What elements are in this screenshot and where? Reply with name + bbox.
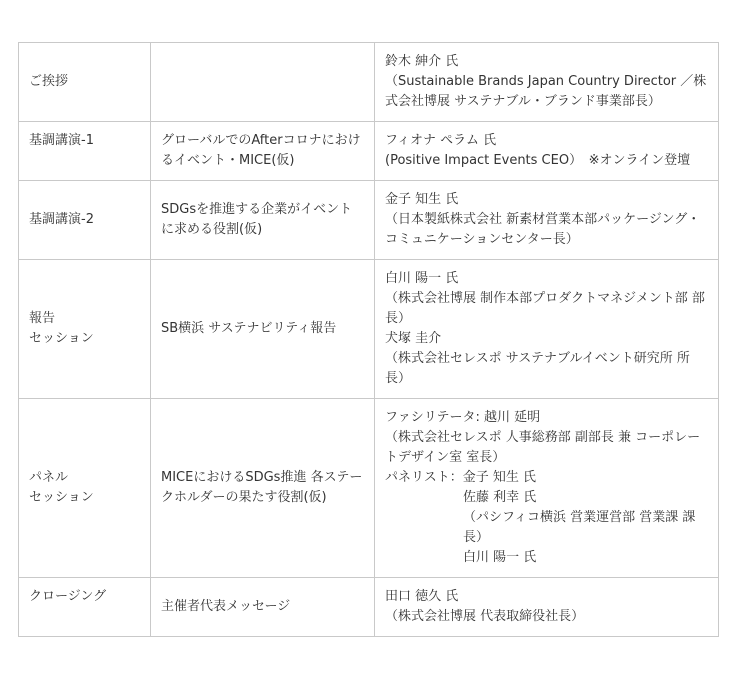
agenda-body	[19, 43, 719, 637]
speaker-cell	[375, 578, 719, 637]
speaker-cell	[375, 260, 719, 399]
speaker-line: パネリスト：金子 知生 氏	[385, 470, 537, 485]
speaker-line: フィオナ ペラム 氏	[385, 133, 497, 148]
agenda-table	[18, 42, 719, 637]
segment-cell	[19, 181, 151, 260]
speaker-line: 佐藤 利幸 氏	[463, 490, 537, 505]
table-row	[19, 43, 719, 122]
speaker-line: 鈴木 紳介 氏	[385, 54, 459, 69]
title-cell	[151, 399, 375, 578]
speaker-line: （株式会社セレスポ 人事総務部 副部長 兼 コーポレートデザイン室 室長）	[385, 430, 701, 465]
segment-label: 報告	[29, 311, 56, 326]
speaker-line: 白川 陽一 氏	[385, 271, 459, 286]
speaker-line: （Sustainable Brands Japan Country Director ／株式会社博展 サステナブル・ブランド事業部長）	[385, 74, 707, 109]
speaker-line: （株式会社セレスポ サステナブルイベント研究所 所長）	[385, 351, 690, 386]
table-row	[19, 181, 719, 260]
segment-label: パネル	[29, 470, 69, 485]
speaker-cell	[375, 181, 719, 260]
table-row	[19, 260, 719, 399]
session-title: 主催者代表メッセージ	[161, 599, 291, 614]
segment-cell	[19, 122, 151, 181]
title-cell	[151, 181, 375, 260]
title-cell	[151, 122, 375, 181]
speaker-line: （株式会社博展 制作本部プロダクトマネジメント部 部長）	[385, 291, 705, 326]
speaker-line: （パシフィコ横浜 営業運営部 営業課 課長）	[463, 510, 696, 545]
table-row	[19, 399, 719, 578]
segment-label: セッション	[29, 490, 94, 505]
segment-label: クロージング	[29, 589, 107, 604]
speaker-line: 金子 知生 氏	[385, 192, 459, 207]
title-cell	[151, 43, 375, 122]
segment-cell	[19, 260, 151, 399]
segment-label: セッション	[29, 331, 94, 346]
speaker-line: (Positive Impact Events CEO） ※オンライン登壇	[385, 153, 691, 168]
segment-label: 基調講演-2	[29, 212, 94, 227]
speaker-line: （日本製紙株式会社 新素材営業本部パッケージング・コミュニケーションセンター長）	[385, 212, 701, 247]
title-cell	[151, 260, 375, 399]
table-row	[19, 122, 719, 181]
speaker-line: 犬塚 圭介	[385, 331, 442, 346]
speaker-cell	[375, 122, 719, 181]
segment-cell	[19, 399, 151, 578]
segment-label: 基調講演-1	[29, 133, 94, 148]
segment-cell	[19, 43, 151, 122]
table-row	[19, 578, 719, 637]
session-title: MICEにおけるSDGs推進 各ステークホルダーの果たす役割(仮)	[161, 470, 363, 505]
title-cell	[151, 578, 375, 637]
session-title: グローバルでのAfterコロナにおけるイベント・MICE(仮)	[161, 133, 361, 168]
speaker-cell	[375, 43, 719, 122]
session-title: SB横浜 サステナビリティ報告	[161, 321, 337, 336]
segment-cell	[19, 578, 151, 637]
speaker-cell	[375, 399, 719, 578]
speaker-line: 白川 陽一 氏	[463, 550, 537, 565]
segment-label: ご挨拶	[29, 74, 69, 89]
speaker-line: ファシリテータ: 越川 延明	[385, 410, 541, 425]
session-title: SDGsを推進する企業がイベントに求める役割(仮)	[161, 202, 353, 237]
speaker-line: （株式会社博展 代表取締役社長）	[385, 609, 585, 624]
speaker-line: 田口 徳久 氏	[385, 589, 459, 604]
